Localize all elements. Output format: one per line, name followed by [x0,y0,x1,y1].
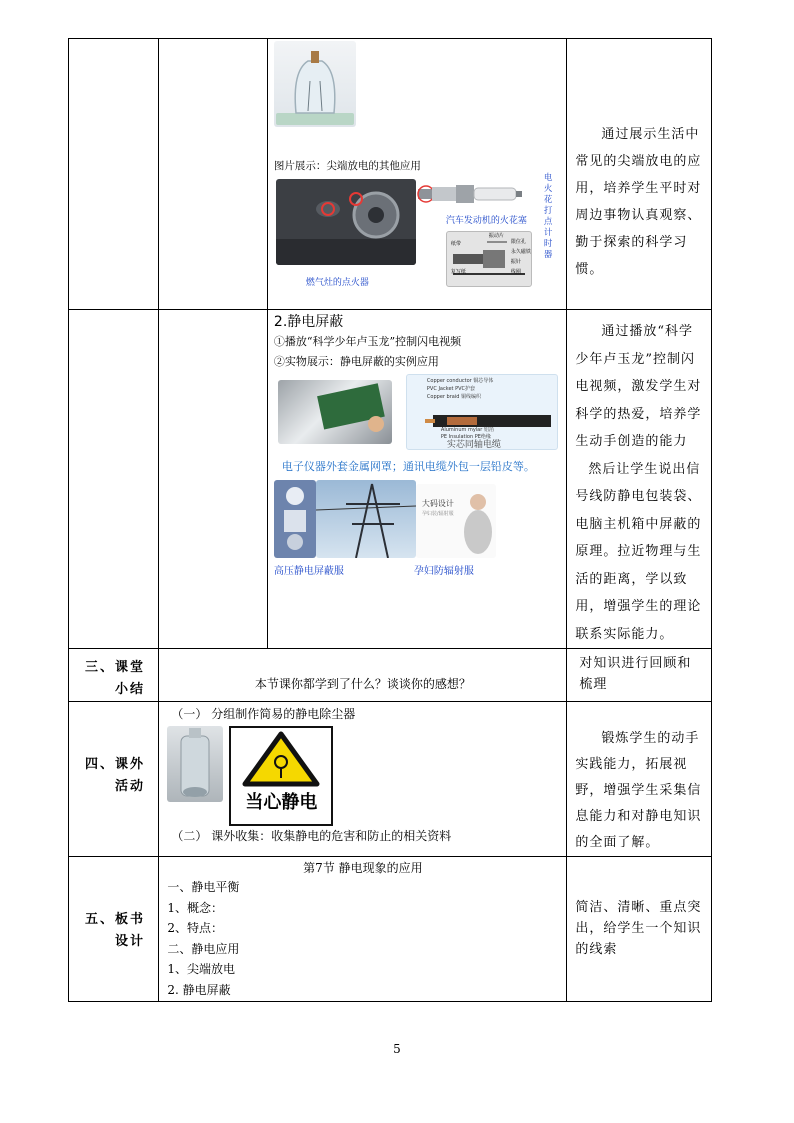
shielding-blue-caption: 电子仪器外套金属网罩；通讯电缆外包一层铅皮等。 [281,460,535,473]
timer-part-label: 振动片 [488,233,504,239]
content-cell [267,310,566,649]
note-cell [567,702,712,857]
board-label: 五、板书设计 [84,912,145,949]
activity-label: 四、课外活动 [84,757,145,794]
maternity-ad-image [416,484,496,558]
board-line: 1、概念： [167,900,224,915]
timer-part-label: 纸带 [450,241,461,247]
summary-content: 本节课你都学到了什么？谈谈你的感想？ [254,677,471,691]
shielding-suit-label: 高压静电屏蔽服 [273,566,344,577]
shielding-suit-image [274,480,316,558]
activity-note [567,702,711,856]
cable-layer-label: Aluminum mylar 铝箔 [440,427,494,433]
cable-layer-label: Copper conductor 铜芯导体 [426,378,494,384]
timer-diagram [446,231,532,287]
caption-other-applications: 图片展示：尖端放电的其他应用 [273,160,421,172]
timer-part-label: 线圈 [510,269,521,275]
content-cell [267,39,566,310]
shielding-image-row-2 [274,480,566,562]
cable-layer-label: Copper braid 铜线编织 [426,394,481,400]
board-line: 一、静电平衡 [167,880,240,894]
content-cell [159,702,567,857]
bell-jar-image [274,41,356,127]
empty-cell [69,39,159,310]
gas-stove-label: 燃气灶的点火器 [305,278,369,288]
note-point-discharge: 通过展示生活中常见的尖端放电的应用，培养学生平时对周边事物认真观察、勤于探索的科学习惯。 [575,127,702,277]
activity-note-text: 锻炼学生的动手实践能力，拓展视野，增强学生采集信息能力和对静电知识的全面了解。 [575,731,702,850]
empty-cell [69,310,159,649]
row-electrostatic-shielding [69,310,712,649]
timer-part-label: 限位孔 [510,239,526,245]
spark-plug-image [416,179,524,209]
note-shielding-line: 然后让学生说出信号线防静电包装袋、电脑主机箱中屏蔽的原理。拉近物理与生活的距离，学以致用，增强学生的理论联系实际能力。 [575,461,702,642]
row-summary [69,649,712,702]
row-activity [69,702,712,857]
row-board-design [69,857,712,1002]
board-lines [159,877,566,1000]
board-title: 第7节 静电现象的应用 [303,861,423,875]
page-number: 5 [393,1042,401,1056]
note-cell [567,857,712,1002]
shielding-bag-image [278,380,392,444]
power-tower-image [316,480,416,558]
content-cell [159,649,567,702]
shielding-item-1: ①播放“科学少年卢玉龙”控制闪电视频 [273,335,462,348]
board-line: 1、尖端放电 [167,962,236,976]
shielding-item-2: ②实物展示：静电屏蔽的实例应用 [273,355,439,368]
timer-part-label: 永久磁铁 [510,249,531,255]
spark-plug-label: 汽车发动机的火花塞 [445,216,527,226]
shielding-image-row [274,374,566,454]
static-warning-sign [229,726,333,826]
coax-cable-image [406,374,558,450]
shielding-labels [274,562,566,578]
empty-cell [159,39,268,310]
warning-sign-text: 当心静电 [245,792,318,813]
maternity-label: 孕妇防辐射服 [413,566,474,577]
gas-stove-image [276,179,416,265]
activity-item-1: （一） 分组制作简易的静电除尘器 [171,707,356,721]
label-cell [69,857,159,1002]
ad-subtitle: 孕妇装/辐射服 [421,511,454,517]
cable-layer-label: PE Insulation PE绝缘 [440,434,491,440]
board-line: 2. 静电屏蔽 [167,982,231,997]
note-cell [567,310,712,649]
cable-caption: 实芯同轴电缆 [446,440,501,450]
content-cell [159,857,567,1002]
board-line: 二、静电应用 [167,941,240,956]
summary-label: 三、课堂小结 [84,660,145,697]
label-cell [69,702,159,857]
ad-title: 大码设计 [421,499,454,508]
cable-layer-label: PVC Jacket PVC护套 [426,386,475,392]
empty-cell [159,310,268,649]
row-point-discharge [69,39,712,310]
timer-part-label: 振针 [510,259,521,265]
lesson-table [68,38,712,1002]
summary-note: 对知识进行回顾和梳理 [579,656,692,692]
applications-image-group [274,173,566,289]
board-line: 2、特点： [167,921,224,935]
note-cell [567,649,712,702]
board-note: 简洁、清晰、重点突出，给学生一个知识的线索 [575,900,702,957]
timer-part-label: 复写纸 [450,269,466,275]
activity-images [159,724,566,826]
dust-collector-image [167,726,223,802]
activity-item-2: （二） 课外收集：收集静电的危害和防止的相关资料 [171,829,452,843]
note-cell [567,39,712,310]
timer-label: 电火花打点计时器 [543,173,553,260]
note-shielding [567,310,711,648]
label-cell [69,649,159,702]
shielding-title: 2.静电屏蔽 [273,314,344,330]
note-shielding-line: 通过播放“科学少年卢玉龙”控制闪电视频，激发学生对科学的热爱，培养学生动手创造的能力 [575,324,702,449]
